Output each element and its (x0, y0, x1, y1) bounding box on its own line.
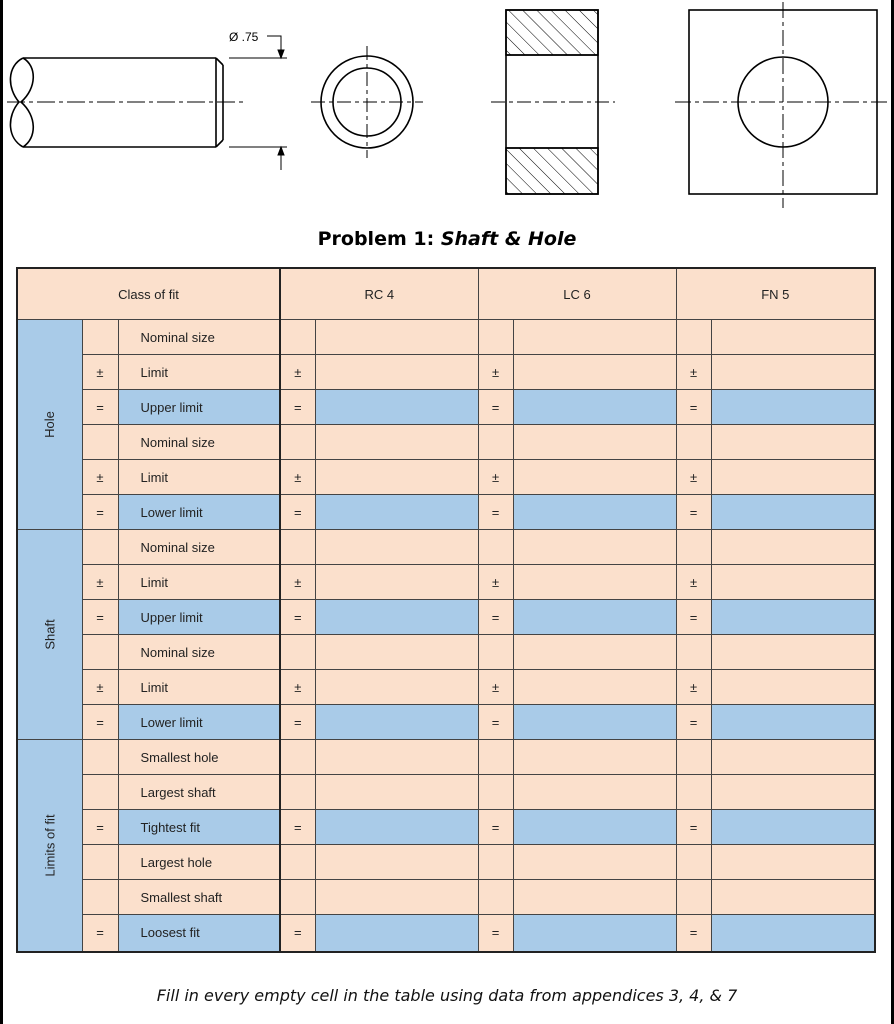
table-row (17, 425, 875, 460)
table-row (17, 530, 875, 565)
input-cell[interactable] (315, 320, 478, 355)
input-cell[interactable] (676, 425, 711, 460)
input-cell[interactable] (711, 460, 875, 495)
input-cell[interactable] (513, 810, 676, 845)
input-cell[interactable] (513, 390, 676, 425)
input-cell[interactable] (315, 355, 478, 390)
symbol: = (676, 915, 711, 952)
input-cell[interactable] (315, 670, 478, 705)
table-row (17, 705, 875, 740)
input-cell[interactable] (315, 635, 478, 670)
symbol: = (82, 495, 118, 530)
input-cell[interactable] (478, 880, 513, 915)
symbol: = (280, 600, 315, 635)
input-cell[interactable] (315, 600, 478, 635)
input-cell[interactable] (711, 740, 875, 775)
table-row (17, 670, 875, 705)
input-cell[interactable] (513, 740, 676, 775)
input-cell[interactable] (315, 880, 478, 915)
hole-plate-view (675, 2, 887, 208)
table-row (17, 845, 875, 880)
input-cell[interactable] (711, 355, 875, 390)
input-cell[interactable] (711, 495, 875, 530)
symbol: = (82, 810, 118, 845)
input-cell[interactable] (676, 845, 711, 880)
symbol: = (82, 390, 118, 425)
symbol: = (82, 915, 118, 952)
input-cell[interactable] (513, 670, 676, 705)
table-row (17, 390, 875, 425)
input-cell[interactable] (711, 530, 875, 565)
input-cell[interactable] (676, 320, 711, 355)
worksheet-page (3, 0, 891, 1024)
row-label: Limit (118, 355, 280, 390)
table-row (17, 565, 875, 600)
problem-title-prefix: Problem 1: (317, 228, 435, 250)
table-row (17, 810, 875, 845)
input-cell[interactable] (478, 530, 513, 565)
table-row (17, 355, 875, 390)
fit-table (16, 267, 876, 953)
row-label: Largest shaft (118, 775, 280, 810)
symbol: ± (82, 670, 118, 705)
input-cell[interactable] (711, 880, 875, 915)
problem-title (3, 228, 891, 250)
symbol: = (478, 705, 513, 740)
input-cell[interactable] (676, 635, 711, 670)
input-cell[interactable] (280, 740, 315, 775)
instructions-footer: Fill in every empty cell in the table using data from appendices 3, 4, & 7 (156, 986, 738, 1005)
row-label: Smallest shaft (118, 880, 280, 915)
group-label-hole: Hole (17, 320, 82, 530)
input-cell[interactable] (711, 600, 875, 635)
class-of-fit-header: Class of fit (17, 268, 280, 320)
input-cell[interactable] (513, 705, 676, 740)
input-cell[interactable] (513, 320, 676, 355)
table-row (17, 460, 875, 495)
input-cell[interactable] (513, 915, 676, 952)
input-cell[interactable] (513, 845, 676, 880)
row-label: Nominal size (118, 425, 280, 460)
input-cell[interactable] (711, 670, 875, 705)
symbol: ± (676, 355, 711, 390)
symbol: = (676, 600, 711, 635)
row-label: Tightest fit (118, 810, 280, 845)
input-cell[interactable] (280, 635, 315, 670)
input-cell[interactable] (711, 845, 875, 880)
input-cell[interactable] (676, 530, 711, 565)
row-label: Limit (118, 565, 280, 600)
input-cell[interactable] (280, 425, 315, 460)
column-header-lc6: LC 6 (478, 268, 676, 320)
input-cell[interactable] (513, 600, 676, 635)
row-label: Upper limit (118, 390, 280, 425)
symbol: = (280, 495, 315, 530)
input-cell[interactable] (315, 775, 478, 810)
input-cell[interactable] (711, 425, 875, 460)
symbol: ± (280, 565, 315, 600)
diameter-dimension (229, 36, 287, 170)
symbol: ± (478, 670, 513, 705)
input-cell[interactable] (711, 810, 875, 845)
input-cell[interactable] (711, 565, 875, 600)
symbol: = (82, 600, 118, 635)
table-row (17, 320, 875, 355)
input-cell[interactable] (676, 740, 711, 775)
input-cell[interactable] (315, 915, 478, 952)
input-cell[interactable] (676, 775, 711, 810)
input-cell[interactable] (280, 530, 315, 565)
input-cell[interactable] (676, 880, 711, 915)
symbol: = (676, 810, 711, 845)
input-cell[interactable] (315, 565, 478, 600)
table-row (17, 600, 875, 635)
input-cell[interactable] (513, 530, 676, 565)
symbol: = (676, 495, 711, 530)
input-cell[interactable] (513, 495, 676, 530)
input-cell[interactable] (513, 880, 676, 915)
input-cell[interactable] (315, 845, 478, 880)
symbol: ± (82, 565, 118, 600)
group-label-limits-of-fit: Limits of fit (17, 740, 82, 952)
symbol: = (478, 495, 513, 530)
input-cell[interactable] (513, 565, 676, 600)
symbol: ± (478, 565, 513, 600)
input-cell[interactable] (478, 775, 513, 810)
symbol: = (478, 915, 513, 952)
input-cell[interactable] (280, 845, 315, 880)
input-cell[interactable] (478, 635, 513, 670)
column-header-rc4: RC 4 (280, 268, 478, 320)
row-label: Limit (118, 670, 280, 705)
symbol: = (478, 390, 513, 425)
input-cell[interactable] (315, 390, 478, 425)
table-row (17, 740, 875, 775)
row-label: Lower limit (118, 495, 280, 530)
row-label: Loosest fit (118, 915, 280, 952)
input-cell[interactable] (478, 425, 513, 460)
shaft-hole-drawings (3, 0, 891, 225)
symbol: ± (82, 355, 118, 390)
symbol: = (478, 600, 513, 635)
symbol: ± (478, 355, 513, 390)
input-cell[interactable] (478, 740, 513, 775)
symbol: = (82, 705, 118, 740)
row-label: Upper limit (118, 600, 280, 635)
problem-title-emphasis: Shaft & Hole (440, 228, 577, 250)
input-cell[interactable] (711, 320, 875, 355)
table-row (17, 495, 875, 530)
table-header-row (17, 268, 875, 320)
input-cell[interactable] (315, 425, 478, 460)
row-label: Limit (118, 460, 280, 495)
input-cell[interactable] (478, 320, 513, 355)
shaft-end-view (311, 46, 423, 158)
input-cell[interactable] (513, 460, 676, 495)
symbol: ± (478, 460, 513, 495)
input-cell[interactable] (280, 880, 315, 915)
input-cell[interactable] (280, 320, 315, 355)
input-cell[interactable] (513, 355, 676, 390)
input-cell[interactable] (315, 810, 478, 845)
symbol: = (478, 810, 513, 845)
row-label: Nominal size (118, 530, 280, 565)
symbol: ± (676, 565, 711, 600)
symbol: ± (676, 670, 711, 705)
symbol: ± (280, 355, 315, 390)
input-cell[interactable] (315, 495, 478, 530)
table-row (17, 775, 875, 810)
symbol: = (280, 705, 315, 740)
row-label: Largest hole (118, 845, 280, 880)
input-cell[interactable] (711, 775, 875, 810)
symbol: ± (280, 670, 315, 705)
input-cell[interactable] (315, 740, 478, 775)
group-label-shaft: Shaft (17, 530, 82, 740)
row-label: Nominal size (118, 635, 280, 670)
symbol: = (280, 390, 315, 425)
symbol: = (676, 705, 711, 740)
input-cell[interactable] (513, 635, 676, 670)
symbol: = (676, 390, 711, 425)
input-cell[interactable] (711, 635, 875, 670)
diameter-label: Ø .75 (229, 30, 259, 44)
table-row (17, 880, 875, 915)
input-cell[interactable] (711, 705, 875, 740)
input-cell[interactable] (280, 775, 315, 810)
column-header-fn5: FN 5 (676, 268, 875, 320)
input-cell[interactable] (513, 425, 676, 460)
symbol: ± (82, 460, 118, 495)
input-cell[interactable] (478, 845, 513, 880)
input-cell[interactable] (315, 460, 478, 495)
row-label: Nominal size (118, 320, 280, 355)
input-cell[interactable] (513, 775, 676, 810)
input-cell[interactable] (711, 915, 875, 952)
symbol: = (280, 810, 315, 845)
input-cell[interactable] (315, 530, 478, 565)
symbol: ± (676, 460, 711, 495)
input-cell[interactable] (315, 705, 478, 740)
table-row (17, 635, 875, 670)
input-cell[interactable] (711, 390, 875, 425)
row-label: Lower limit (118, 705, 280, 740)
table-row (17, 915, 875, 952)
symbol: = (280, 915, 315, 952)
row-label: Smallest hole (118, 740, 280, 775)
symbol: ± (280, 460, 315, 495)
